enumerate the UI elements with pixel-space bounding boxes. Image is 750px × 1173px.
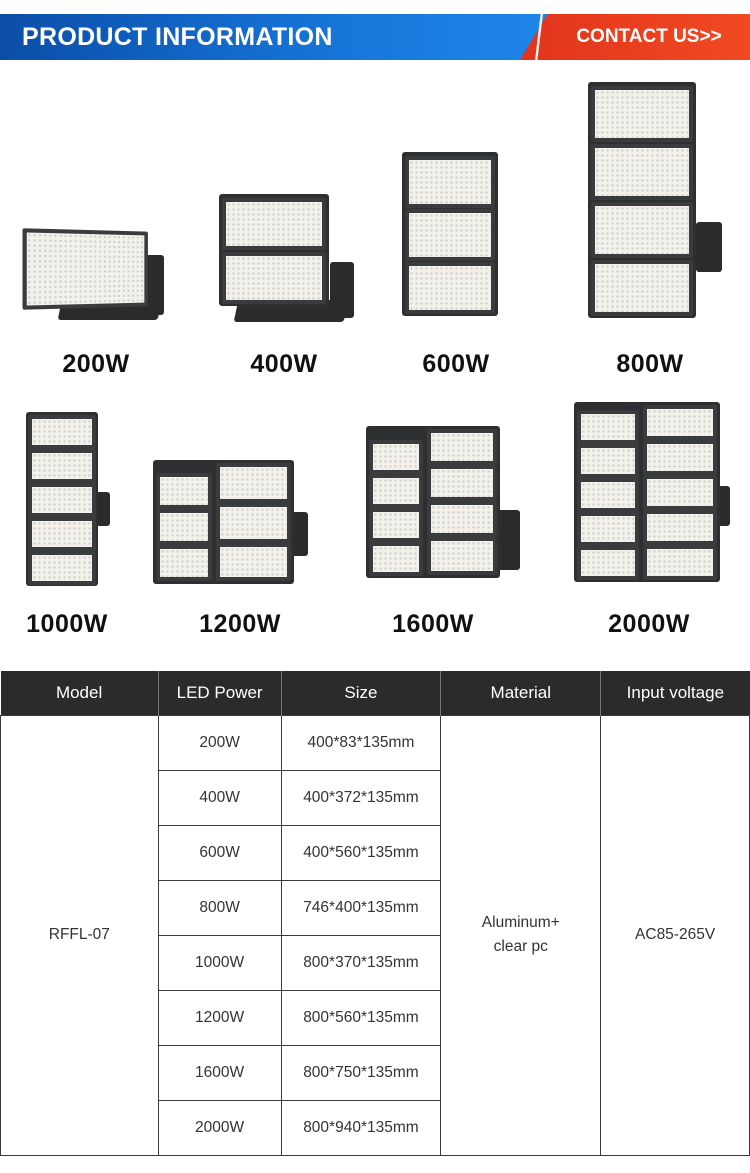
product-label: 400W [250,350,318,378]
light-module [427,537,497,575]
light-module [427,429,497,465]
power-cell: 1200W [158,990,281,1045]
light-module [28,551,96,585]
model-cell: RFFL-07 [1,715,159,1155]
table-header-row [1,671,750,715]
power-cell: 400W [158,770,281,825]
size-cell: 800*940*135mm [281,1100,441,1155]
power-cell: 800W [158,880,281,935]
light-module [643,545,717,580]
size-cell: 400*560*135mm [281,825,441,880]
light-module [216,503,291,543]
light-module [222,198,326,250]
voltage-cell: AC85-265V [601,715,750,1155]
table-row [1,715,750,770]
spec-table [0,671,750,1156]
light-module [577,512,639,546]
power-cell: 1600W [158,1045,281,1100]
light-module [427,501,497,537]
light-module [28,415,96,449]
mount-arm [292,512,308,556]
size-cell: 800*370*135mm [281,935,441,990]
light-module [591,86,693,142]
light-module [222,252,326,304]
light-module [643,510,717,545]
product-label: 600W [422,350,490,378]
size-cell: 800*560*135mm [281,990,441,1045]
light-module [405,156,495,208]
light-module [216,463,291,503]
size-cell: 800*750*135mm [281,1045,441,1100]
light-module [369,474,423,508]
size-cell: 400*372*135mm [281,770,441,825]
light-module [577,478,639,512]
mount-arm [696,222,722,272]
light-module [369,440,423,474]
power-cell: 600W [158,825,281,880]
mount-arm [498,510,520,570]
light-module [577,546,639,580]
header-material: Material [441,671,601,715]
product-label: 2000W [608,610,690,638]
power-cell: 1000W [158,935,281,990]
light-module [427,465,497,501]
light-module [577,410,639,444]
light-module [28,449,96,483]
product-label: 1000W [26,610,108,638]
mount-arm [330,262,354,318]
contact-us-button[interactable]: CONTACT US>> [576,26,722,47]
power-cell: 2000W [158,1100,281,1155]
light-module [216,543,291,581]
light-module [405,209,495,261]
light-module [28,483,96,517]
header-led-power: LED Power [158,671,281,715]
material-text: Aluminum+ clear pc [481,914,560,955]
size-cell: 400*83*135mm [281,715,441,770]
header-model: Model [1,671,159,715]
power-cell: 200W [158,715,281,770]
light-module [591,144,693,200]
light-module [591,260,693,316]
light-module [156,473,212,509]
light-module [369,508,423,542]
product-label: 1600W [392,610,474,638]
mount-arm [96,492,110,526]
product-label: 1200W [199,610,281,638]
size-cell: 746*400*135mm [281,880,441,935]
product-label: 200W [62,350,130,378]
header-input-voltage: Input voltage [601,671,750,715]
light-module [22,228,147,310]
light-module [405,262,495,314]
material-cell [441,715,601,1155]
header-size: Size [281,671,441,715]
light-module [643,405,717,440]
light-module [28,517,96,551]
light-module [643,440,717,475]
light-module [156,545,212,581]
header-banner [0,14,750,60]
product-label: 800W [616,350,684,378]
light-module [577,444,639,478]
light-module [369,542,423,576]
light-module [643,475,717,510]
light-module [591,202,693,258]
page-title: PRODUCT INFORMATION [22,23,333,51]
light-module [156,509,212,545]
